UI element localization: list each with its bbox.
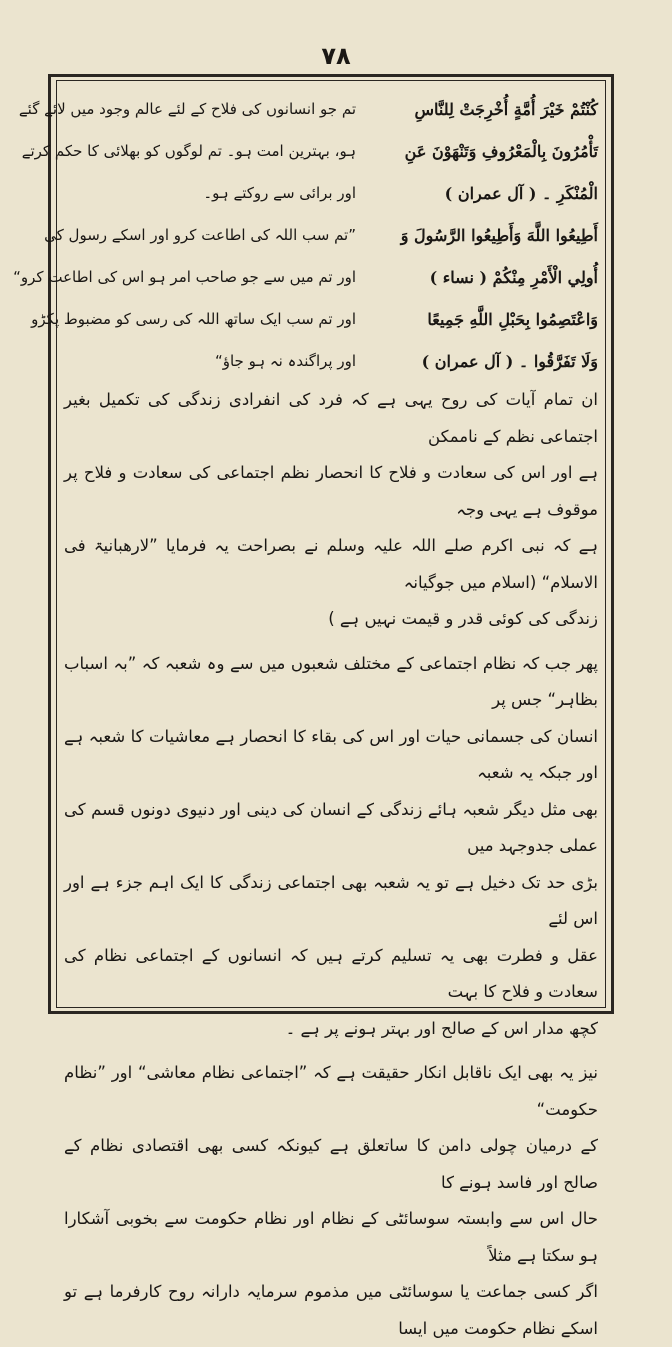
arabic-verse: كُنْتُمْ خَيْرَ أُمَّةٍ أُخْرِجَتْ لِلنَّاسِ	[414, 99, 598, 119]
verse-row	[18, 88, 598, 130]
arabic-verse: الْمُنْكَرِ ۔ ( آل عمران )	[444, 183, 598, 203]
paragraph-gap	[64, 1047, 598, 1055]
arabic-verse: وَلَا تَفَرَّقُوا ۔ ( آل عمران )	[421, 351, 598, 371]
verse-row	[64, 340, 598, 382]
verse-row	[31, 298, 598, 340]
urdu-translation: ہو، بہترین امت ہو۔ تم لوگوں کو بھلائی کا حکم کرتے	[21, 142, 356, 160]
verse-row	[21, 130, 598, 172]
paragraph	[64, 1055, 598, 1347]
paragraph-line: بڑی حد تک دخیل ہے تو یہ شعبہ بھی اجتماعی زندگی کا ایک اہم جزء ہے اور اس لئے	[64, 872, 598, 928]
paragraph-gap	[64, 638, 598, 646]
paragraph	[64, 646, 598, 1048]
paragraph-line: پھر جب کہ نظام اجتماعی کے مختلف شعبوں میں سے وہ شعبہ کہ ”بہ اسباب بظاہر“ جس پر	[64, 653, 598, 709]
paragraph-line: کے درمیان چولی دامن کا ساتعلق ہے کیونکہ کسی بھی اقتصادی نظام کے صالح اور فاسد ہونے کا	[64, 1136, 598, 1192]
verse-row	[13, 256, 598, 298]
paragraph-line: زندگی کی کوئی قدر و قیمت نہیں ہے )	[328, 609, 598, 628]
urdu-translation: اور تم میں سے جو صاحب امر ہو اس کی اطاعت کرو“	[13, 268, 356, 286]
arabic-verse: أُولِي الْأَمْرِ مِنْكُمْ ( نساء )	[429, 267, 598, 287]
urdu-translation: تم جو انسانوں کی فلاح کے لئے عالم وجود میں لائے گئے	[18, 100, 356, 118]
paragraph-line: بھی مثل دیگر شعبہ ہائے زندگی کے انسان کی دینی اور دنیوی دونوں قسم کی عملی جدوجہد میں	[64, 799, 598, 855]
paragraph	[64, 382, 598, 638]
verse-block	[13, 88, 598, 382]
verse-row	[64, 172, 598, 214]
urdu-translation: ”تم سب اللہ کی اطاعت کرو اور اسکے رسول کی	[44, 226, 356, 244]
urdu-translation: اور پراگندہ نہ ہو جاؤ“	[214, 352, 356, 370]
urdu-translation: اور برائی سے روکتے ہو۔	[203, 184, 356, 202]
paragraph-line: نیز یہ بھی ایک ناقابل انکار حقیقت ہے کہ ”اجتماعی نظام معاشی“ اور ”نظام حکومت“	[64, 1063, 598, 1119]
paragraph-line: حال اس سے وابستہ سوسائٹی کے نظام اور نظام حکومت سے بخوبی آشکارا ہو سکتا ہے مثلاً	[64, 1209, 598, 1265]
paragraph-line: ان تمام آیات کی روح یہی ہے کہ فرد کی انفرادی زندگی کی تکمیل بغیر اجتماعی نظم کے ناممکن	[64, 390, 598, 446]
paragraph-line: انسان کی جسمانی حیات اور اس کی بقاء کا انحصار ہے معاشیات کا شعبہ ہے اور جبکہ یہ شعبہ	[64, 726, 598, 782]
urdu-translation: اور تم سب ایک ساتھ اللہ کی رسی کو مضبوط پکڑو	[31, 310, 356, 328]
arabic-verse: أَطِيعُوا اللَّهَ وَأَطِيعُوا الرَّسُولَ وَ	[400, 225, 598, 245]
page-content	[13, 88, 598, 1338]
prose-body	[64, 382, 598, 1347]
paragraph-line: اگر کسی جماعت یا سوسائٹی میں مذموم سرمایہ دارانہ روح کارفرما ہے تو اسکے نظام حکومت میں ایسا	[64, 1282, 598, 1338]
paragraph-line: عقل و فطرت بھی یہ تسلیم کرتے ہیں کہ انسانوں کے اجتماعی نظام کی سعادت و فلاح کا بہت	[64, 945, 598, 1001]
arabic-verse: تَأْمُرُونَ بِالْمَعْرُوفِ وَتَنْهَوْنَ عَنِ	[404, 141, 598, 161]
paragraph-line: ہے اور اس کی سعادت و فلاح کا انحصار نظم اجتماعی کی سعادت و فلاح پر موقوف ہے یہی وجہ	[64, 463, 598, 519]
paragraph-line: کچھ مدار اس کے صالح اور بہتر ہونے پر ہے ۔	[285, 1018, 598, 1038]
page-number: ٧٨	[321, 42, 351, 70]
paragraph-line: ہے کہ نبی اکرم صلے اللہ علیہ وسلم نے بصراحت یہ فرمایا ”لارھبانیۃ فی الاسلام“ (اسلام میں جوگیانہ	[64, 536, 598, 592]
arabic-verse: وَاعْتَصِمُوا بِحَبْلِ اللَّهِ جَمِيعًا	[427, 309, 598, 329]
verse-row	[44, 214, 598, 256]
